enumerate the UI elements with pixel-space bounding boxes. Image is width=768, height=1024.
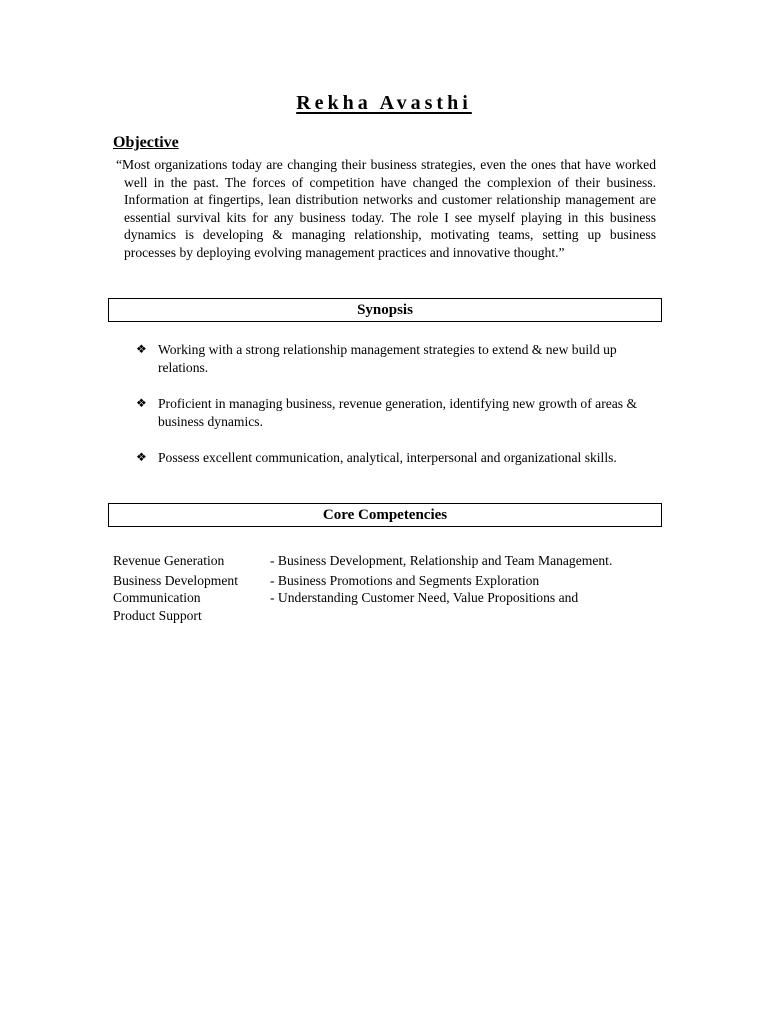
diamond-bullet-icon: ❖ <box>136 450 147 464</box>
synopsis-item-text: Proficient in managing business, revenue generation, identifying new growth of areas & business dynamics. <box>158 396 638 429</box>
competency-description: - Business Development, Relationship and Team Management. <box>270 553 613 568</box>
diamond-bullet-icon: ❖ <box>136 342 147 356</box>
candidate-name: Rekha Avasthi <box>296 92 472 114</box>
competency-row <box>113 607 663 625</box>
competency-label: Communication <box>113 590 201 605</box>
synopsis-heading: Synopsis <box>108 298 662 322</box>
competency-label: Revenue Generation <box>113 553 225 568</box>
competency-row <box>113 572 663 590</box>
objective-heading: Objective <box>113 134 179 151</box>
synopsis-item-text: Possess excellent communication, analytical, interpersonal and organizational skills. <box>158 450 617 465</box>
competency-label: Business Development <box>113 572 238 588</box>
core-competencies-heading: Core Competencies <box>108 503 662 527</box>
diamond-bullet-icon: ❖ <box>136 396 147 410</box>
competency-description <box>270 607 663 625</box>
competency-description: - Understanding Customer Need, Value Propositions and <box>270 590 579 605</box>
synopsis-list <box>136 341 656 486</box>
synopsis-item-text: Working with a strong relationship management strategies to extend & new build up relations. <box>158 342 617 375</box>
list-item <box>136 341 656 376</box>
objective-text: “Most organizations today are changing their business strategies, even the ones that have worked well in the past. The forces of competition have changed the complexion of their business. Information at fingertips, lean distribution networks and customer relationship management are essential survival kits for any business today. The role I see myself playing in this business dynamics is developing & managing relationship, motivating teams, setting up business processes by deploying evolving management practices and innovative thought.” <box>116 157 656 260</box>
list-item <box>136 449 656 467</box>
competencies-table <box>113 552 663 624</box>
competency-row <box>113 589 663 607</box>
competency-description: - Business Promotions and Segments Exploration <box>270 572 540 588</box>
competency-label: Product Support <box>113 607 202 623</box>
list-item <box>136 395 656 430</box>
competency-row <box>113 552 663 570</box>
